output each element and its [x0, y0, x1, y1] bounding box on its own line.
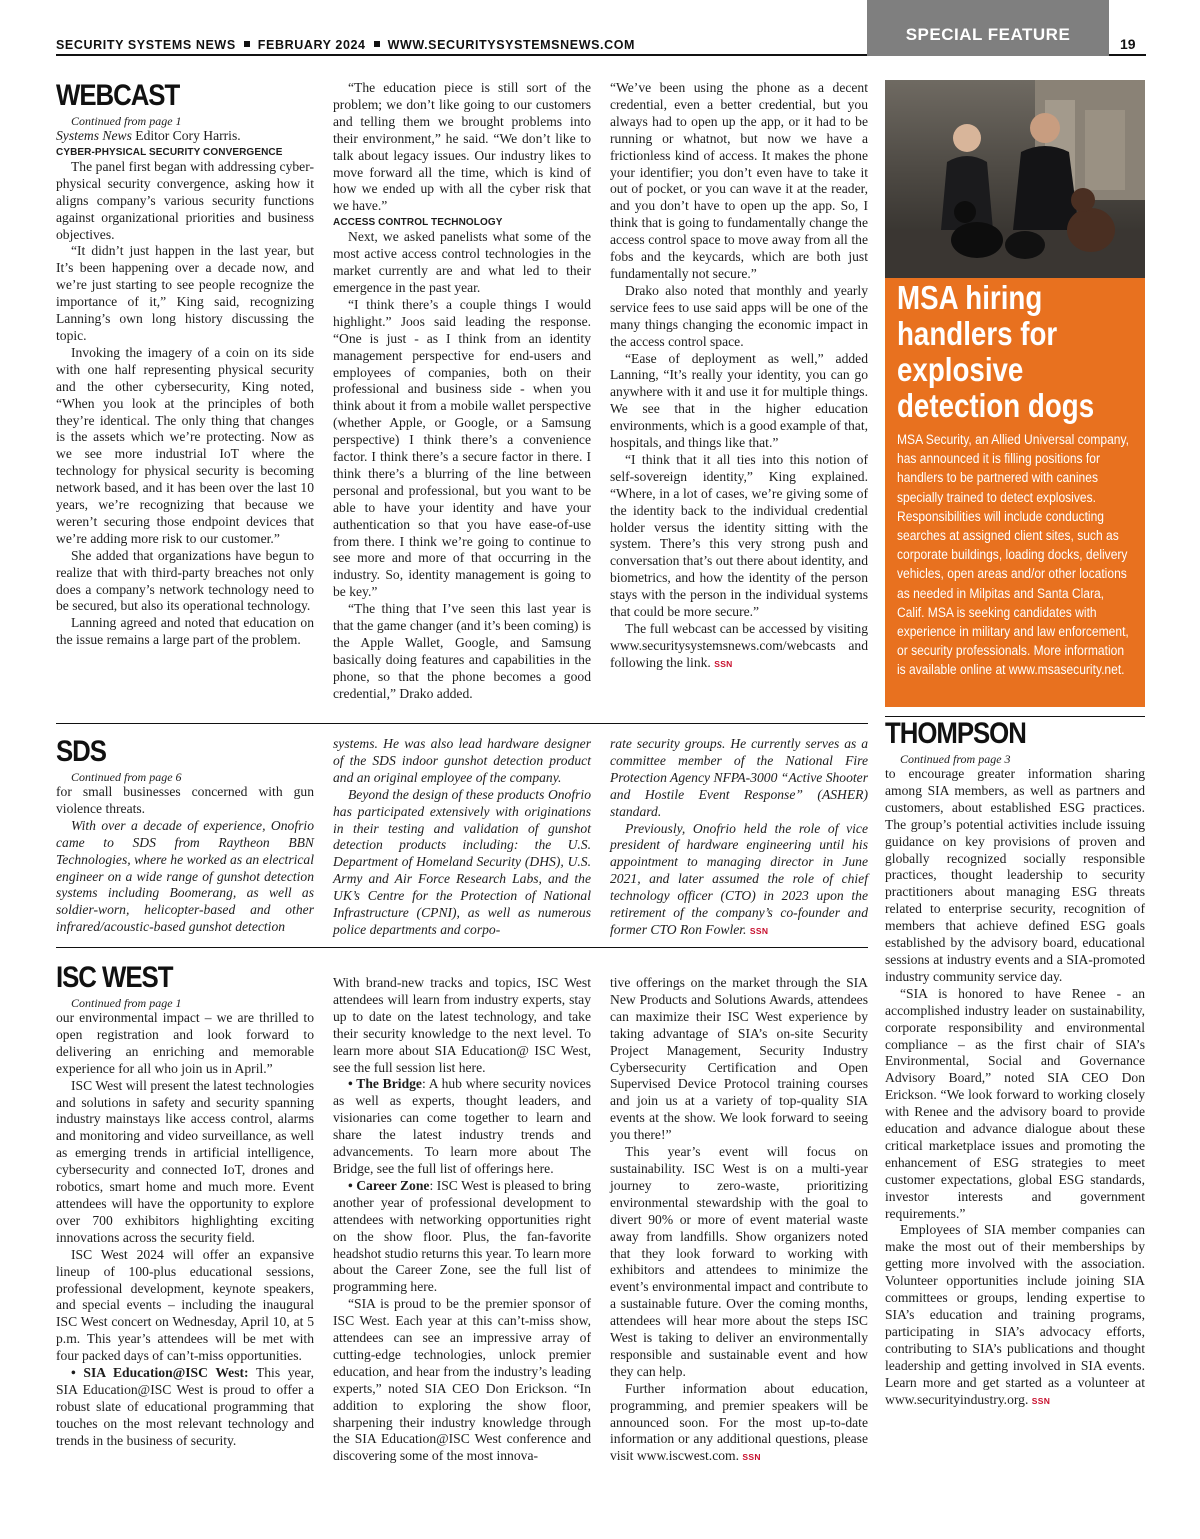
paragraph: ISC West will present the latest technologies and solutions in safety and security spanning industry mainstays like access control, alarms and monitoring and video surveillance, as well as emerging trends in artificial intelligence, cybersecurity and connected IoT, drones and robotics, smart home and much more. Event attendees will have the opportunity to explore over 700 exhibitors highlighting exciting innovations across the security field.	[56, 1077, 314, 1245]
sds-column-2	[333, 736, 591, 939]
ssn-end-mark: SSN	[742, 1452, 761, 1463]
page-number: 19	[1120, 36, 1136, 52]
paragraph: Lanning agreed and noted that education on the issue remains a large part of the problem.	[56, 615, 314, 648]
paragraph: With brand-new tracks and topics, ISC West attendees will learn from industry experts, stay up to date on the latest technology, and take their security knowledge to the next level. To learn more about SIA Education@ ISC West, see the full session list here.	[333, 975, 591, 1075]
subhead-access-control: ACCESS CONTROL TECHNOLOGY	[333, 217, 503, 229]
sidebar-body: MSA Security, an Allied Universal company, has announced it is filling positions for handlers to be partnered with canines specially trained to detect explosives. Responsibilities will include conducting searches at assigned client sites, such as corporate buildings, loading docks, delivery vehicles, open areas and/or other locations as needed in Milpitas and Santa Clara, Calif. MSA is seeking candidates with experience in military and law enforcement, or security professionals. More information is available online at www.msasecurity.net.	[897, 432, 1129, 678]
section-banner: SPECIAL FEATURE	[867, 0, 1109, 56]
paragraph: This year’s event will focus on sustainability. ISC West is on a multi-year journey to zero-waste, prioritizing environmental stewardship with the goal to divert 90% or more of event material waste away from landfills. Show organizers noted that they look forward to working with exhibitors and attendees to minimize the event’s environmental impact and contribute to a sustainable future. Over the coming months, attendees will hear more about the steps ISC West is taking to deliver an environmentally responsible and sustainable event and how they can help.	[610, 1144, 868, 1379]
paragraph: “Ease of deployment as well,” added Lanning, “It’s really your identity, you can go anywhere with it and use it for multiple things. We see that in the higher education environments, which is a good example of that, hospitals, and things like that.”	[610, 350, 868, 451]
paragraph: for small businesses concerned with gun violence threats.	[56, 784, 314, 816]
running-header	[56, 38, 635, 52]
paragraph: Drako also noted that monthly and yearly service fees to use said apps will be one of the many things changing the economic impact in the access control space.	[610, 282, 868, 349]
separator-square-icon	[244, 41, 250, 47]
paragraph: “SIA is honored to have Renee - an accomplished industry leader on sustainability, corporate responsibility and environmental compliance – as the first chair of SIA’s Environmental, Social and Governance Advisory Board,” noted SIA CEO Don Erickson. “We look forward to working closely with Renee and the advisory board to provide education and advance dialogue about these critical marketplace issues and promoting the enhancement of ESG strategies to meet customer expectations, global ESG standards, investor interests and government requirements.”	[885, 985, 1145, 1221]
paragraph: “I think that it all ties into this notion of self-sovereign identity,” King explained. “Where, in a lot of cases, we’re giving some of the identity back to the individual credential holder versus the identity sitting with the system. There’s this very strong push and conversation that’s out there about identity, and biometrics, and how the identity of the person stays with the person in the individual systems that could be more secure.”	[610, 451, 868, 620]
paragraph: “I think there’s a couple things I would highlight.” Joos said leading the response. “One is just - as I think from an identity management perspective for end-users and employees of companies, both on their professional and business side - when you think about it from a mobile wallet perspective (whether Apple, or Google, or a Samsung perspective) I think there’s a convenience factor. I think there’s a secure factor in there. I think there’s a blurring of the line between personal and professional, but you want to be able to have your identity and have your authentication so that you have ease-of-use from there. I think we’re going to continue to see more and more of that occurring in the industry. So, identity management is going to be key.”	[333, 296, 591, 600]
issue-date: FEBRUARY 2024	[257, 38, 366, 52]
sidebar-title: MSA hiring handlers for explosive detection dogs	[897, 279, 1095, 424]
paragraph: Next, we asked panelists what some of the most active access control technologies in the market currently are and what led to their emergence in the past year.	[333, 229, 591, 295]
paragraph: ISC West 2024 will offer an expansive lineup of 100-plus educational sessions, professional development, keynote speakers, and special events – including the inaugural ISC West concert on Wednesday, April 10, at 5 p.m. This year’s attendees will be met with four packed days of can’t-miss opportunities.	[56, 1246, 314, 1364]
webcast-column-1	[56, 80, 314, 649]
website-link[interactable]: WWW.SECURITYSYSTEMSNEWS.COM	[387, 38, 636, 52]
bullet-paragraph: • The Bridge: A hub where security novices as well as experts, thought leaders, and visionaries can come together to learn and share the latest industry trends and advancements. To learn more about The Bridge, see the full list of offerings here.	[333, 1076, 591, 1176]
thompson-headline: THOMPSON	[885, 717, 1026, 750]
paragraph: rate security groups. He currently serves as a committee member of the National Fire Protection Agency NFPA-3000 “Active Shooter and Hostile Event Response” (ASHER) standard.	[610, 736, 868, 819]
iscwest-column-3	[610, 975, 868, 1466]
webcast-column-3	[610, 80, 868, 673]
paragraph: “The thing that I’ve seen this last year is that the game changer (and it’s been coming) is the Apple Wallet, Google, and Samsung basically doing features and capabilities in the phone, so that the phone becomes a good credential,” Drako added.	[333, 601, 591, 701]
sds-headline: SDS	[56, 735, 106, 768]
thompson-continued: Continued from page 3	[900, 752, 1011, 766]
paragraph: our environmental impact – we are thrilled to open registration and look forward to delivering an enriching and memorable experience for all who join us in April.”	[56, 1010, 314, 1076]
iscwest-headline: ISC WEST	[56, 961, 173, 994]
ssn-end-mark: SSN	[1031, 1395, 1051, 1406]
paragraph: With over a decade of experience, Onofrio came to SDS from Raytheon BBN Technologies, where he worked as an electrical engineer on a wide range of gunshot detection systems including Boomerang, as well as soldier-worn, helicopter-based and other infrared/acoustic-based gunshot detection	[56, 817, 314, 935]
publication-name: SECURITY SYSTEMS NEWS	[56, 38, 236, 52]
paragraph: “The education piece is still sort of the problem; we don’t like going to our customers and telling them we brought problems into their environment,” he said. “We don’t like to talk about legacy issues. Our industry likes to move forward all the time, which is kind of how we ended up with all the cyber risk that we have.”	[333, 80, 591, 214]
webcast-headline: WEBCAST	[56, 79, 180, 112]
webcast-column-2	[333, 80, 591, 703]
ssn-end-mark: SSN	[714, 658, 733, 669]
webcast-intro: Systems News Editor Cory Harris.	[56, 128, 241, 143]
iscwest-column-2	[333, 975, 591, 1465]
subhead-convergence: CYBER-PHYSICAL SECURITY CONVERGENCE	[56, 146, 283, 158]
paragraph: Beyond the design of these products Onofrio has participated extensively with originations in their testing and validation of gunshot detection products including: the U.S. Department of Homeland Security (DHS), U.S. Army and Air Force Research Labs, and the UK’s Centre for the Protection of National Infrastructure (CPNI), as well as numerous police departments and corpo-	[333, 786, 591, 937]
msa-sidebar-box	[885, 278, 1145, 707]
sds-column-1	[56, 736, 314, 936]
paragraph: Employees of SIA member companies can make the most out of their memberships by getting more involved with the association. Volunteer opportunities include joining SIA committees or groups, lending expertise to SIA’s education and training programs, participating in SIA’s advocacy efforts, contributing to SIA’s publications and thought leadership and getting involved in SIA events. Learn more and get started as a volunteer at www.securityindustry.org. SSN	[885, 1222, 1145, 1407]
sds-continued: Continued from page 6	[71, 770, 182, 784]
webcast-continued: Continued from page 1	[71, 114, 182, 128]
paragraph: systems. He was also lead hardware designer of the SDS indoor gunshot detection product and an original employee of the company.	[333, 736, 591, 785]
paragraph: She added that organizations have begun to realize that with third-party breaches not only does a company’s network technology need to be secured, but also its operational technology.	[56, 547, 314, 614]
k9-handlers-photo-graphic	[885, 80, 1145, 278]
section-divider	[56, 723, 868, 724]
separator-square-icon	[374, 41, 380, 47]
iscwest-column-1	[56, 962, 314, 1450]
thompson-column	[885, 718, 1145, 1409]
bullet-paragraph: • SIA Education@ISC West: This year, SIA Education@ISC West is proud to offer a robust slate of educational programming that touches on the most relevant technology and trends in the business of security.	[56, 1365, 315, 1448]
paragraph: The panel first began with addressing cyber-physical security convergence, asking how it aligns company’s various security functions against organizational priorities and business objectives.	[56, 158, 314, 242]
paragraph: “It didn’t just happen in the last year, but It’s been happening over a decade now, and we’re just starting to see people recognize the importance of it,” King said, recognizing Lanning’s own long history discussing the topic.	[56, 243, 314, 343]
paragraph: Previously, Onofrio held the role of vice president of hardware engineering until his appointment to managing director in June 2021, and later assumed the role of chief technology officer (CTO) in 2023 upon the retirement of the company’s co-founder and former CTO Ron Fowler. SSN	[610, 820, 868, 937]
paragraph: tive offerings on the market through the SIA New Products and Solutions Awards, attendees can maximize their ISC West experience by taking advantage of SIA’s on-site Security Project Management, Security Industry Cybersecurity Certification and Open Supervised Device Protocol training courses and join us at a variety of top-quality SIA events at the show. We look forward to seeing you there!”	[610, 975, 868, 1143]
paragraph: Further information about education, programming, and premier speakers will be announced soon. For the most up-to-date information or any additional questions, please visit www.iscwest.com. SSN	[610, 1380, 868, 1464]
sds-column-3	[610, 736, 868, 940]
section-divider	[56, 947, 868, 948]
ssn-end-mark: SSN	[749, 925, 769, 936]
iscwest-continued: Continued from page 1	[71, 996, 182, 1010]
bullet-paragraph: • Career Zone: ISC West is pleased to bring another year of professional development to attendees with networking opportunities right on the show floor. Plus, the fan-favorite headshot studio returns this year. To learn more about the Career Zone, see the full list of programming here.	[333, 1177, 591, 1295]
paragraph: to encourage greater information sharing among SIA members, as well as partners and customers, about established ESG practices. The group’s potential activities include issuing guidance on key provisions of proven and globally recognized socially responsible practices, thought leadership to security practitioners about managing ESG threats related to enterprise security, recognition of members that achieve defined ESG goals established by the advisory board, educational sessions at industry events and a SIA-promoted industry community service day.	[885, 766, 1145, 984]
paragraph: The full webcast can be accessed by visiting www.securitysystemsnews.com/webcasts and following the link. SSN	[610, 621, 868, 670]
paragraph: “SIA is proud to be the premier sponsor of ISC West. Each year at this can’t-miss show, attendees can see an impressive array of cutting-edge technologies, unlock premier education, and hear from the industry’s leading experts,” noted SIA CEO Don Erickson. “In addition to exploring the show floor, sharpening their industry knowledge through the SIA Education@ISC West conference and discovering some of the most innova-	[333, 1296, 591, 1464]
paragraph: “We’ve been using the phone as a decent credential, even a better credential, but you always had to open up the app, or it had to be running or whatnot, but now we have a frictionless kind of access. It makes the phone your identifier; you don’t even have to take it out of pocket, or you can wave it at the reader, and you don’t have to open up the app. So, I think that is going to fundamentally change the access control space to move away from all the fobs and the keycards, which are both just fundamentally not secure.”	[610, 80, 868, 281]
paragraph: Invoking the imagery of a coin on its side with one half representing physical security and the other cybersecurity, King noted, “When you look at the principles of both they’re identical. The only thing that changes is the assets which we’re protecting. Now as we see more industrial IoT where the technology for physical security is becoming network based, and it has been over the last 10 years, we’re recognizing that because we weren’t securing those endpoint devices that we’re adding more risk to our customer.”	[56, 344, 314, 546]
k9-handlers-photo	[885, 80, 1145, 278]
